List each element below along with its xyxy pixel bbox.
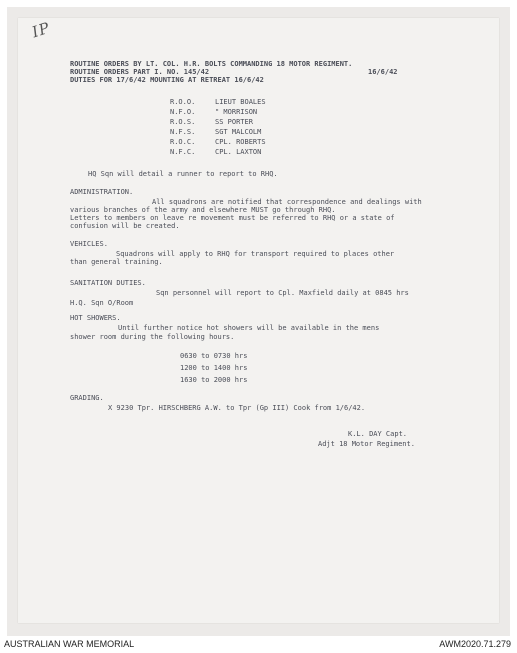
duty-name: CPL. LAXTON bbox=[215, 148, 262, 156]
admin-line: All squadrons are notified that correspondence and dealings with bbox=[152, 198, 422, 206]
duty-name: SS PORTER bbox=[215, 118, 253, 126]
duty-role: R.O.O. bbox=[170, 98, 196, 106]
runner-note: HQ Sqn will detail a runner to report to RHQ. bbox=[88, 170, 278, 178]
grading-heading: GRADING. bbox=[70, 394, 104, 402]
duty-role: R.O.C. bbox=[170, 138, 196, 146]
grading-line: X 9230 Tpr. HIRSCHBERG A.W. to Tpr (Gp III) Cook from 1/6/42. bbox=[108, 404, 366, 412]
vehicles-line: than general training. bbox=[70, 258, 163, 266]
duty-name: CPL. ROBERTS bbox=[215, 138, 266, 146]
shower-time: 1200 to 1400 hrs bbox=[180, 364, 248, 372]
sanitation-heading: SANITATION DUTIES. bbox=[70, 279, 146, 287]
showers-line: Until further notice hot showers will be available in the mens bbox=[118, 324, 380, 332]
duty-role: N.F.S. bbox=[170, 128, 196, 136]
sanitation-line: H.Q. Sqn O/Room bbox=[70, 299, 134, 307]
handwritten-mark: IP bbox=[29, 18, 53, 42]
showers-line: shower room during the following hours. bbox=[70, 333, 235, 341]
footer-institution: AUSTRALIAN WAR MEMORIAL bbox=[4, 639, 135, 649]
duty-name: SGT MALCOLM bbox=[215, 128, 262, 136]
duty-role: N.F.C. bbox=[170, 148, 196, 156]
admin-line: various branches of the army and elsewhere MUST go through RHQ. bbox=[70, 206, 336, 214]
header-line-3: DUTIES FOR 17/6/42 MOUNTING AT RETREAT 16/6/42 bbox=[70, 76, 264, 84]
vehicles-heading: VEHICLES. bbox=[70, 240, 108, 248]
admin-line: confusion will be created. bbox=[70, 222, 180, 230]
sanitation-line: Sqn personnel will report to Cpl. Maxfield daily at 0845 hrs bbox=[156, 289, 409, 297]
showers-heading: HOT SHOWERS. bbox=[70, 314, 121, 322]
shower-time: 1630 to 2000 hrs bbox=[180, 376, 248, 384]
document-page bbox=[18, 18, 499, 623]
duty-role: R.O.S. bbox=[170, 118, 196, 126]
duty-name: LIEUT BOALES bbox=[215, 98, 266, 106]
duty-name: " MORRISON bbox=[215, 108, 258, 116]
header-date: 16/6/42 bbox=[368, 68, 398, 76]
admin-heading: ADMINISTRATION. bbox=[70, 188, 134, 196]
duty-role: N.F.O. bbox=[170, 108, 196, 116]
vehicles-line: Squadrons will apply to RHQ for transport required to places other bbox=[116, 250, 395, 258]
signature-name: K.L. DAY Capt. bbox=[348, 430, 408, 438]
header-line-2: ROUTINE ORDERS PART I. NO. 145/42 bbox=[70, 68, 210, 76]
signature-title: Adjt 18 Motor Regiment. bbox=[318, 440, 415, 448]
shower-time: 0630 to 0730 hrs bbox=[180, 352, 248, 360]
header-line-1: ROUTINE ORDERS BY LT. COL. H.R. BOLTS COMMANDING 18 MOTOR REGIMENT. bbox=[70, 60, 353, 68]
admin-line: Letters to members on leave re movement must be referred to RHQ or a state of bbox=[70, 214, 395, 222]
footer-accession-number: AWM2020.71.279 bbox=[439, 639, 511, 649]
